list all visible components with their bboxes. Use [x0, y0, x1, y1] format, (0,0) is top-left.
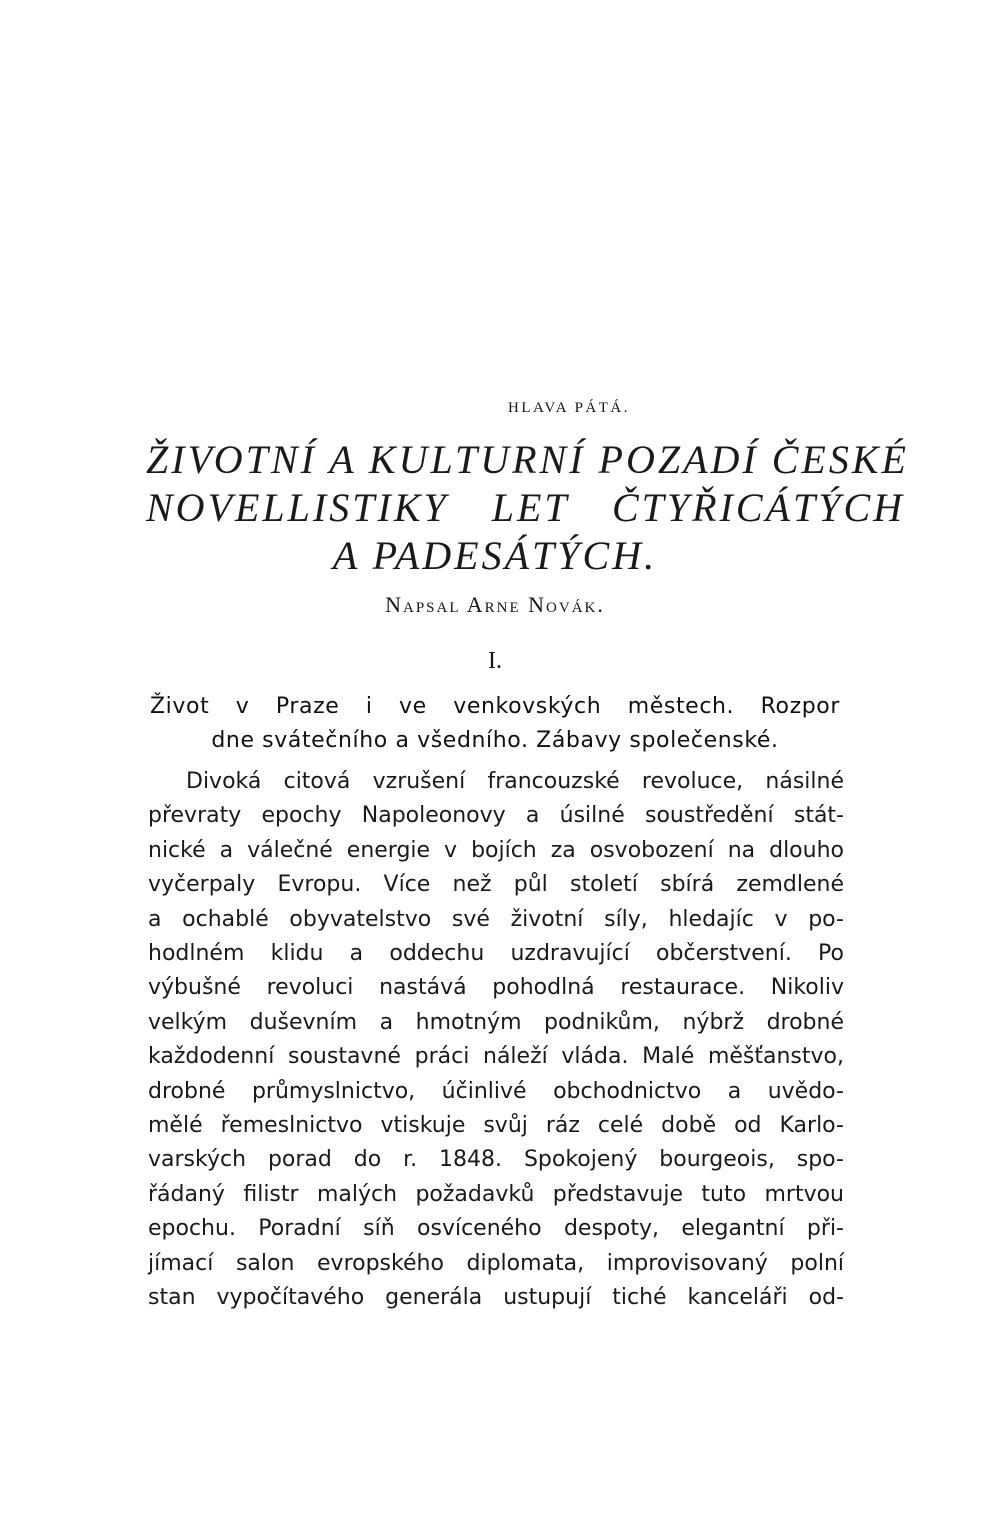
- chapter-title: [140, 436, 909, 580]
- chapter-title-line: A PADESÁTÝCH.: [332, 533, 658, 578]
- body-line: převraty epochy Napoleonovy a úsilné soustředění stát-: [148, 803, 844, 829]
- body-line: mělé řemeslnictvo vtiskuje svůj ráz celé době od Karlo-: [148, 1113, 844, 1139]
- body-line: řádaný filistr malých požadavků představuje tuto mrtvou: [148, 1181, 844, 1207]
- chapter-title-line: NOVELLISTIKY LET ČTYŘICÁTÝCH: [146, 485, 906, 530]
- body-line: každodenní soustavné práci náleží vláda. Malé měšťanstvo,: [148, 1044, 844, 1070]
- body-line: hodlném klidu a oddechu uzdravující občerstvení. Po: [148, 941, 844, 967]
- chapter-title-line: ŽIVOTNÍ A KULTURNÍ POZADÍ ČESKÉ: [146, 437, 909, 482]
- body-line: drobné průmyslnictvo, účinlivé obchodnictvo a uvědo-: [148, 1078, 844, 1104]
- body-line: nické a válečné energie v bojích za osvobození na dlouho: [148, 837, 844, 863]
- section-heading-line: Život v Praze i ve venkovských městech. Rozpor: [150, 694, 840, 719]
- body-line: Divoká citová vzrušení francouzské revoluce, násilné: [186, 769, 844, 794]
- body-line: jímací salon evropského diplomata, improvisovaný polní: [148, 1250, 844, 1276]
- body-line: velkým duševním a hmotným podnikům, nýbrž drobné: [148, 1009, 844, 1035]
- section-heading: [150, 690, 840, 758]
- body-line: epochu. Poradní síň osvíceného despoty, elegantní při-: [148, 1216, 844, 1242]
- body-line: a ochablé obyvatelstvo své životní síly, hledajíc v po-: [148, 906, 844, 932]
- author-byline: Napsal Arne Novák.: [385, 592, 605, 617]
- body-paragraph: [148, 765, 844, 1316]
- section-heading-line: dne svátečního a všedního. Zábavy společenské.: [211, 728, 779, 753]
- body-line: výbušné revoluci nastává pohodlná restaurace. Nikoliv: [148, 975, 844, 1001]
- body-line: varských porad do r. 1848. Spokojený bourgeois, spo-: [148, 1147, 844, 1173]
- body-line: vyčerpaly Evropu. Více než půl století sbírá zemdlené: [148, 872, 844, 898]
- chapter-label: HLAVA PÁTÁ.: [508, 400, 630, 416]
- body-line: stan vypočítavého generála ustupují tiché kanceláři od-: [148, 1285, 844, 1311]
- section-number: I.: [488, 648, 502, 674]
